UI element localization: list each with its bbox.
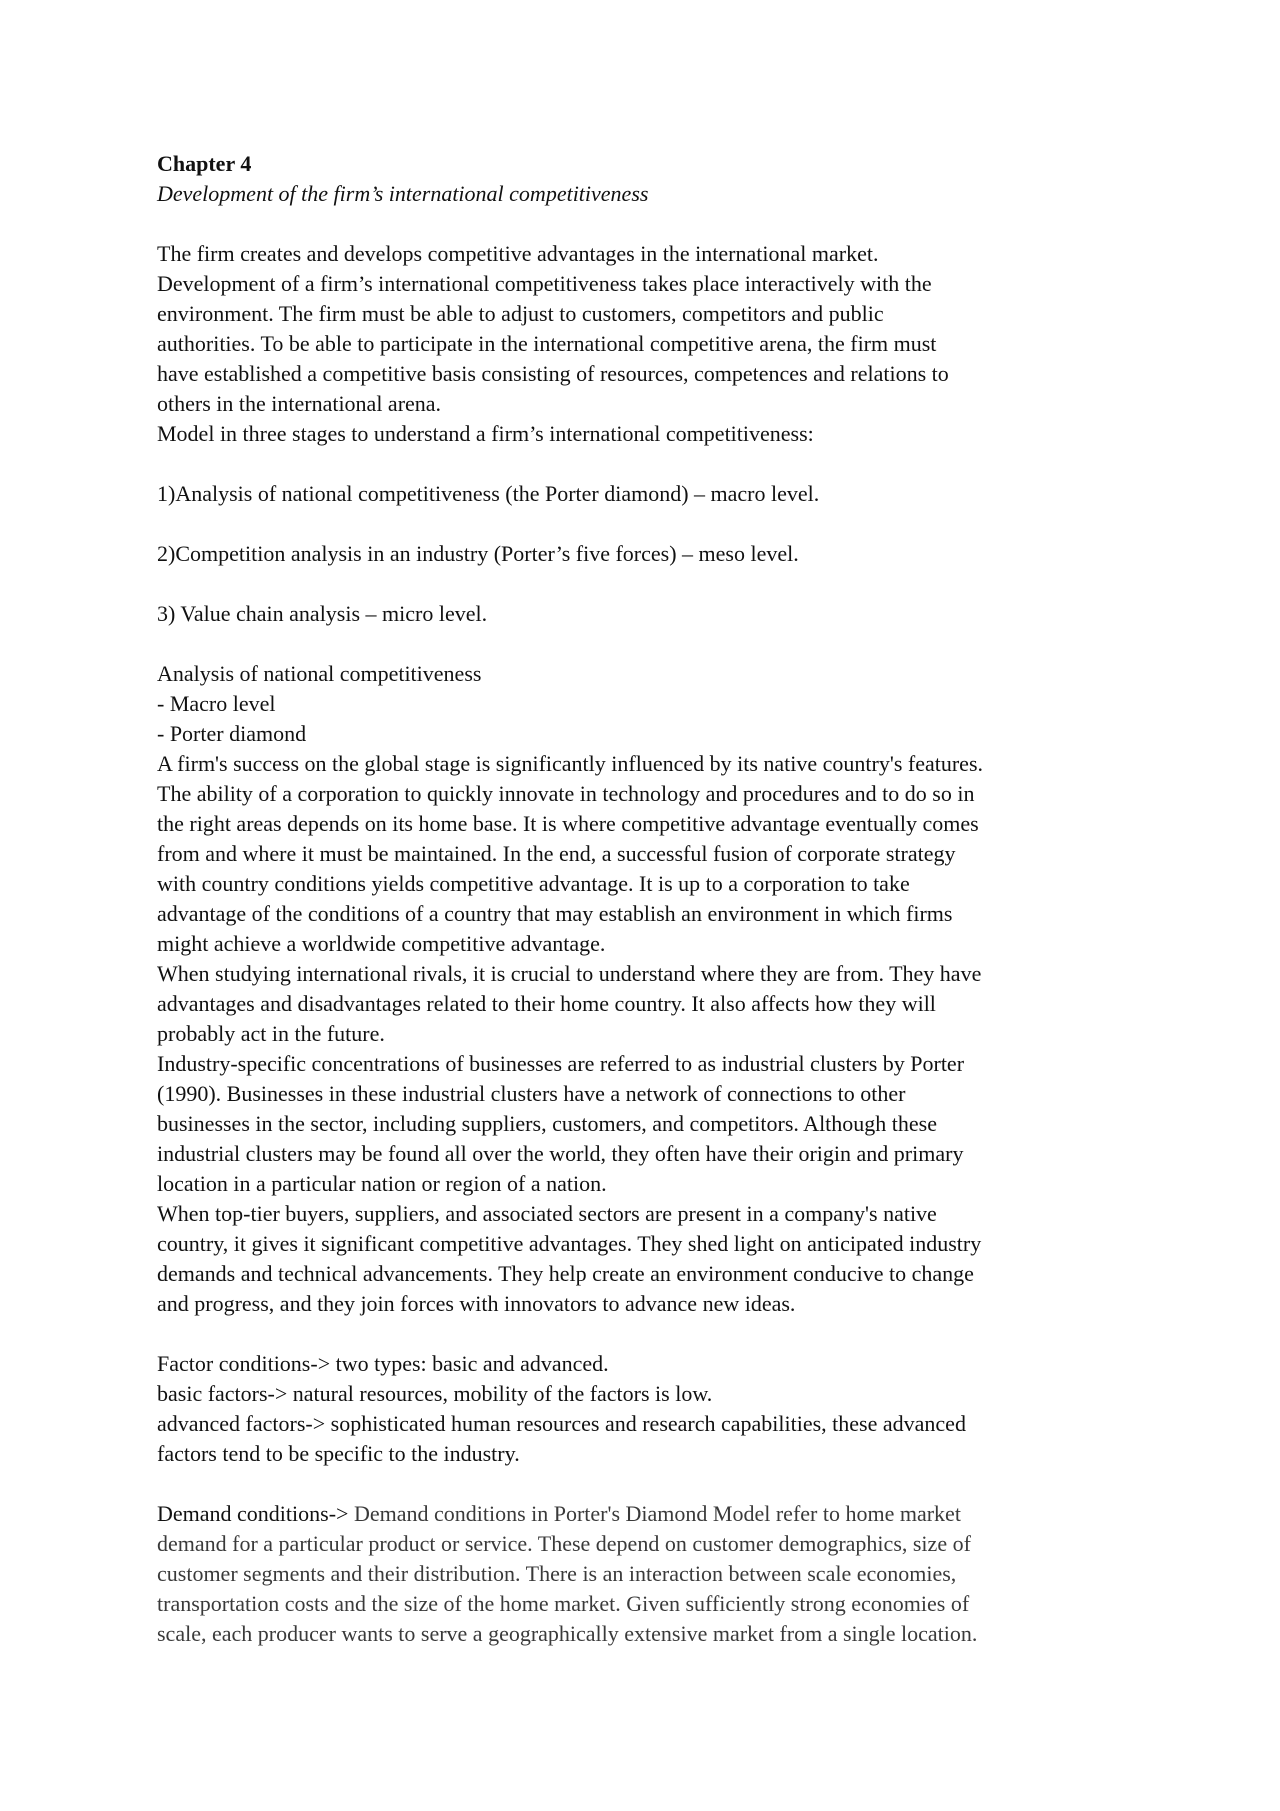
text-line: When top-tier buyers, suppliers, and associated sectors are present in a company's native	[157, 1201, 937, 1226]
text-line: advantage of the conditions of a country that may establish an environment in which firms	[157, 901, 953, 926]
text-line: authorities. To be able to participate in the international competitive arena, the firm must	[157, 331, 937, 356]
text-line	[157, 509, 1167, 539]
text-line	[157, 209, 1167, 239]
text-line: factors tend to be specific to the industry.	[157, 1441, 520, 1466]
text-line: demand for a particular product or service. These depend on customer demographics, size of	[157, 1531, 971, 1556]
text-line: (1990). Businesses in these industrial clusters have a network of connections to other	[157, 1081, 906, 1106]
text-line: others in the international arena.	[157, 391, 442, 416]
text-line: A firm's success on the global stage is significantly influenced by its native country's features.	[157, 751, 984, 776]
text-line: - Porter diamond	[157, 721, 307, 746]
text-line: 2)Competition analysis in an industry (Porter’s five forces) – meso level.	[157, 541, 799, 566]
text-line	[157, 629, 1167, 659]
text-line: The ability of a corporation to quickly innovate in technology and procedures and to do so in	[157, 781, 975, 806]
text-line: Development of a firm’s international competitiveness takes place interactively with the	[157, 271, 932, 296]
text-line: Analysis of national competitiveness	[157, 661, 482, 686]
text-line: industrial clusters may be found all over the world, they often have their origin and primary	[157, 1141, 964, 1166]
text-line: When studying international rivals, it is crucial to understand where they are from. They have	[157, 961, 982, 986]
text-line: country, it gives it significant competitive advantages. They shed light on anticipated industry	[157, 1231, 982, 1256]
demand-label: Demand conditions->	[157, 1501, 354, 1526]
text-line: The firm creates and develops competitive advantages in the international market.	[157, 241, 879, 266]
text-line: 3) Value chain analysis – micro level.	[157, 601, 488, 626]
text-line: advantages and disadvantages related to their home country. It also affects how they will	[157, 991, 936, 1016]
text-line	[157, 449, 1167, 479]
text-line: businesses in the sector, including suppliers, customers, and competitors. Although these	[157, 1111, 938, 1136]
text-line: 1)Analysis of national competitiveness (the Porter diamond) – macro level.	[157, 481, 820, 506]
text-line: the right areas depends on its home base. It is where competitive advantage eventually comes	[157, 811, 979, 836]
text-line: demands and technical advancements. They help create an environment conducive to change	[157, 1261, 974, 1286]
chapter-subtitle: Development of the firm’s international competitiveness	[157, 181, 649, 206]
text-line: - Macro level	[157, 691, 276, 716]
text-line: Factor conditions-> two types: basic and advanced.	[157, 1351, 609, 1376]
text-line: customer segments and their distribution. There is an interaction between scale economies,	[157, 1561, 957, 1586]
document-page	[157, 149, 1167, 1649]
text-line: scale, each producer wants to serve a geographically extensive market from a single location.	[157, 1621, 978, 1646]
text-line: with country conditions yields competitive advantage. It is up to a corporation to take	[157, 871, 910, 896]
text-line: environment. The firm must be able to adjust to customers, competitors and public	[157, 301, 884, 326]
text-line: Model in three stages to understand a firm’s international competitiveness:	[157, 421, 814, 446]
text-line: probably act in the future.	[157, 1021, 385, 1046]
text-line: from and where it must be maintained. In the end, a successful fusion of corporate strategy	[157, 841, 956, 866]
text-line: Industry-specific concentrations of businesses are referred to as industrial clusters by Porter	[157, 1051, 965, 1076]
text-line: basic factors-> natural resources, mobility of the factors is low.	[157, 1381, 713, 1406]
text-line	[157, 569, 1167, 599]
body-text	[157, 209, 1167, 1499]
demand-conditions-line	[157, 1499, 1167, 1529]
text-line: might achieve a worldwide competitive advantage.	[157, 931, 606, 956]
text-line: location in a particular nation or region of a nation.	[157, 1171, 607, 1196]
demand-paragraph	[157, 1529, 1167, 1649]
text-line: and progress, and they join forces with innovators to advance new ideas.	[157, 1291, 796, 1316]
text-line: transportation costs and the size of the home market. Given sufficiently strong economies of	[157, 1591, 970, 1616]
text-line: advanced factors-> sophisticated human resources and research capabilities, these advanced	[157, 1411, 966, 1436]
text-line: have established a competitive basis consisting of resources, competences and relations to	[157, 361, 949, 386]
chapter-heading: Chapter 4	[157, 151, 252, 176]
demand-text: Demand conditions in Porter's Diamond Model refer to home market	[353, 1501, 961, 1526]
text-line	[157, 1469, 1167, 1499]
text-line	[157, 1319, 1167, 1349]
